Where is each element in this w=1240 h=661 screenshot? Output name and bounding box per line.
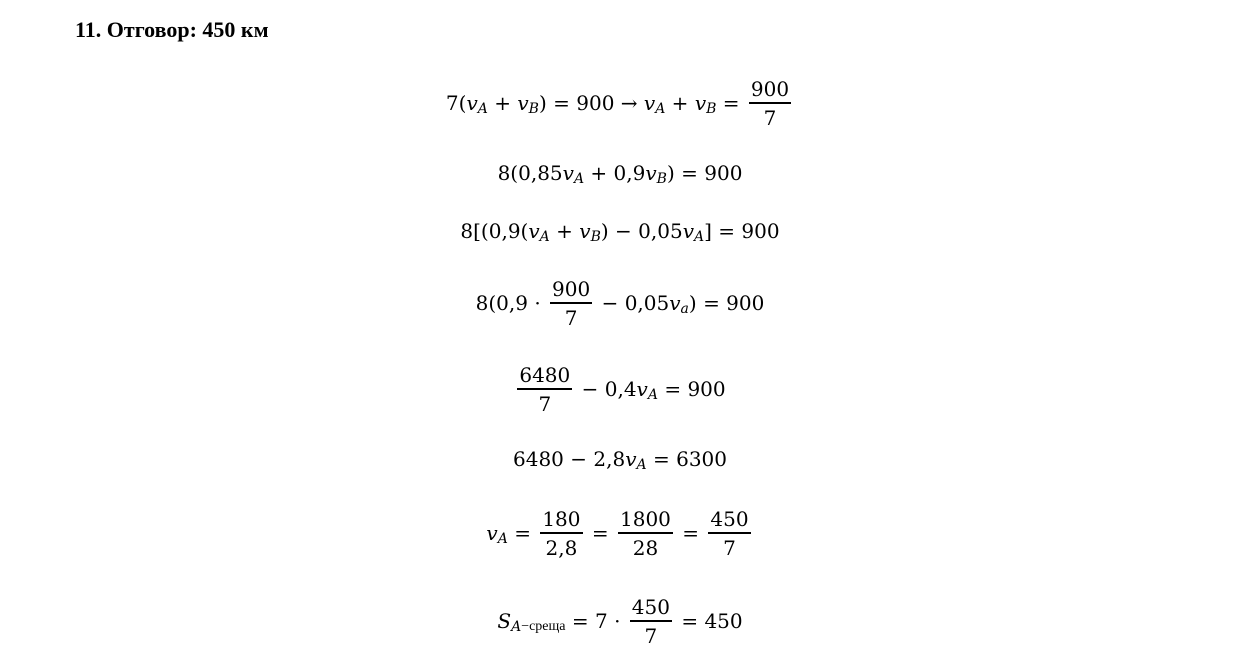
eq1-sub-b2: B <box>706 101 717 117</box>
eq4-part-c: ) = 900 <box>688 291 765 315</box>
eq1-sub-b: B <box>528 101 539 117</box>
eq7-sub: A <box>497 531 508 547</box>
eq2-part-a: 8(0,85 <box>497 161 563 185</box>
eq3-part-a: 8[(0,9( <box>460 219 529 243</box>
eq8-sub-rest: −среща <box>521 619 566 634</box>
eq1-fraction-denominator: 7 <box>763 105 777 130</box>
eq1-mid: ) = 900 → <box>538 91 644 115</box>
eq1-lhs: 7( <box>445 91 467 115</box>
eq8-fraction <box>630 595 672 648</box>
eq1-v-a2: v <box>643 91 656 115</box>
eq3-v-a2: v <box>682 219 695 243</box>
eq8-part-b: = 450 <box>674 609 743 633</box>
equation-4 <box>0 272 1240 334</box>
eq3-part-c: ) − 0,05 <box>600 219 683 243</box>
eq4-fraction-denominator: 7 <box>564 305 578 330</box>
eq2-sub-b: B <box>656 171 667 187</box>
eq7-fraction-1-numerator: 180 <box>540 507 582 534</box>
eq7-fraction-2-denominator: 28 <box>632 535 659 560</box>
eq4-part-b: − 0,05 <box>595 291 670 315</box>
eq6-part-a: 6480 − 2,8 <box>513 447 626 471</box>
eq4-sub: a <box>680 301 689 317</box>
eq6-v: v <box>625 447 637 471</box>
eq3-part-b: + <box>549 219 580 243</box>
eq8-sub-italic: A <box>511 619 522 635</box>
equation-2 <box>0 156 1240 190</box>
equation-6 <box>0 442 1240 476</box>
eq1-fraction-numerator: 900 <box>749 77 791 104</box>
eq7-fraction-3-numerator: 450 <box>708 507 750 534</box>
eq8-part-a: = 7 · <box>565 609 627 633</box>
eq1-v-b: v <box>517 91 529 115</box>
eq7-equals-3: = <box>675 521 706 545</box>
equation-5 <box>0 358 1240 420</box>
eq2-part-b: + 0,9 <box>584 161 646 185</box>
eq3-sub-a: A <box>539 229 550 245</box>
eq4-v: v <box>669 291 681 315</box>
eq3-sub-b: B <box>590 229 601 245</box>
eq7-fraction-2-numerator: 1800 <box>618 507 673 534</box>
eq1-sub-a2: A <box>655 101 666 117</box>
eq3-part-d: ] = 900 <box>704 219 780 243</box>
eq4-part-a: 8(0,9 · <box>475 291 548 315</box>
eq8-fraction-numerator: 450 <box>630 595 672 622</box>
eq6-part-b: = 6300 <box>646 447 727 471</box>
eq3-v-b: v <box>579 219 591 243</box>
eq3-v-a: v <box>528 219 540 243</box>
eq3-sub-a2: A <box>694 229 705 245</box>
eq2-sub-a: A <box>573 171 585 187</box>
eq1-v-a: v <box>466 91 478 115</box>
equation-1 <box>0 72 1240 134</box>
eq5-v: v <box>636 377 648 401</box>
answer-heading: 11. Отговор: 450 км <box>75 17 269 42</box>
eq1-sub-a: A <box>477 101 488 117</box>
eq2-v-a: v <box>562 161 574 185</box>
eq7-fraction-1-denominator: 2,8 <box>545 535 578 560</box>
eq5-sub: A <box>647 387 658 403</box>
eq1-equals: = <box>716 91 746 115</box>
eq7-equals-2: = <box>585 521 615 545</box>
eq5-fraction-numerator: 6480 <box>517 363 572 390</box>
eq7-fraction-1 <box>540 507 582 560</box>
eq7-fraction-3 <box>708 507 750 560</box>
eq2-part-c: ) = 900 <box>666 161 743 185</box>
eq8-fraction-denominator: 7 <box>644 623 658 648</box>
eq7-fraction-2 <box>618 507 673 560</box>
eq5-part-b: = 900 <box>657 377 726 401</box>
eq1-fraction <box>749 77 791 130</box>
eq5-fraction-denominator: 7 <box>538 391 552 416</box>
eq5-part-a: − 0,4 <box>575 377 637 401</box>
eq1-v-b2: v <box>694 91 707 115</box>
eq8-s: S <box>497 609 512 633</box>
eq7-v: v <box>486 521 498 545</box>
equation-3 <box>0 214 1240 248</box>
eq2-v-b: v <box>645 161 657 185</box>
eq6-sub: A <box>636 457 647 473</box>
eq7-equals-1: = <box>507 521 538 545</box>
equation-8 <box>0 590 1240 652</box>
equation-7 <box>0 502 1240 564</box>
eq5-fraction <box>517 363 572 416</box>
eq4-fraction <box>550 277 592 330</box>
eq7-fraction-3-denominator: 7 <box>723 535 736 560</box>
eq1-plus: + <box>487 91 518 115</box>
eq1-plus2: + <box>665 91 695 115</box>
eq4-fraction-numerator: 900 <box>550 277 592 304</box>
